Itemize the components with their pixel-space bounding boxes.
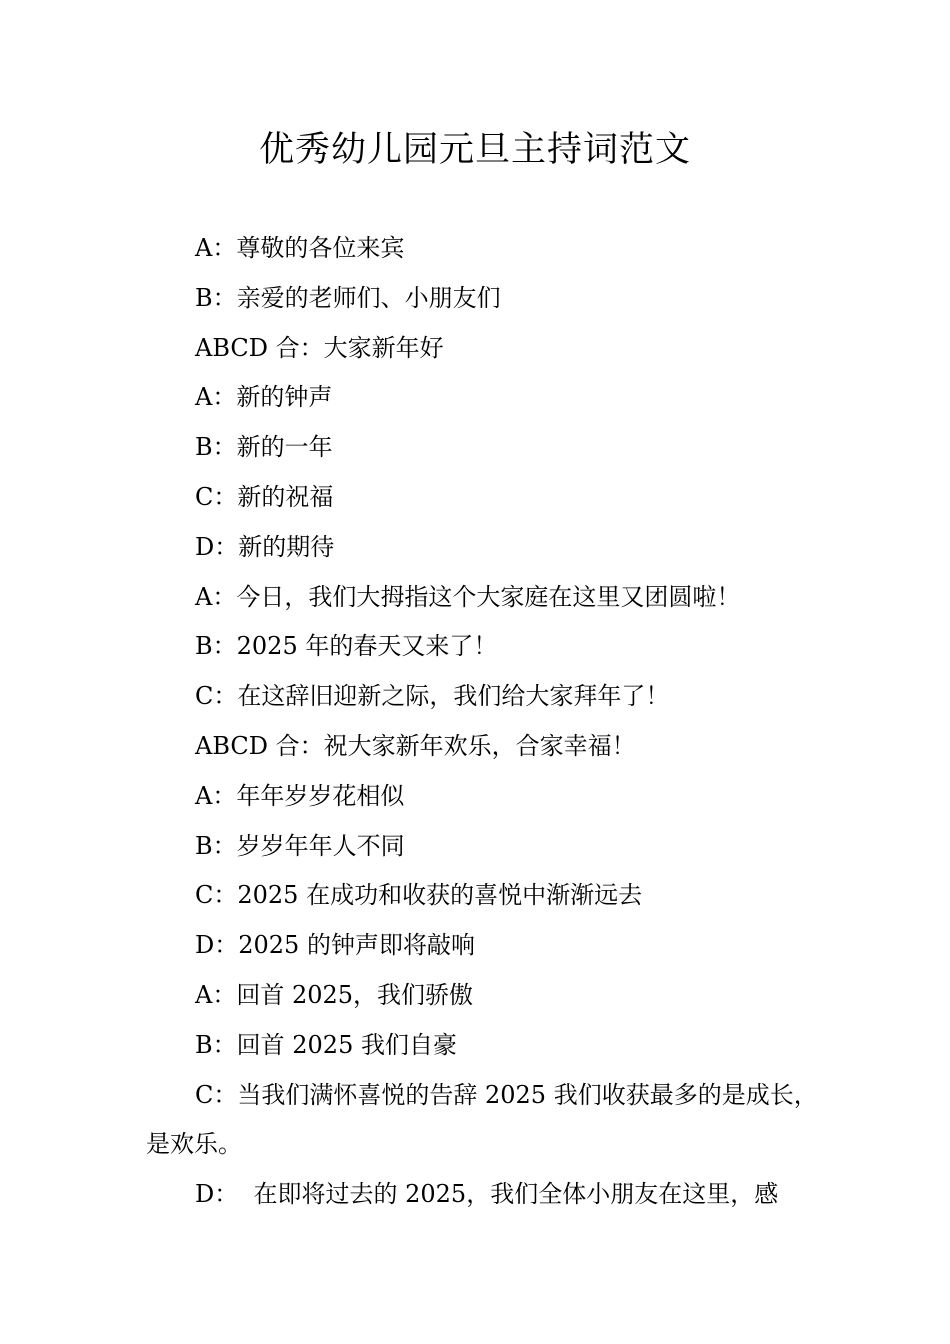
dialogue-line: C：在这辞旧迎新之际，我们给大家拜年了！ bbox=[195, 682, 670, 711]
document-title: 优秀幼儿园元旦主持词范文 bbox=[258, 130, 691, 170]
document-body bbox=[146, 224, 836, 1220]
dialogue-line: B：新的一年 bbox=[195, 433, 333, 462]
dialogue-line: A：新的钟声 bbox=[195, 383, 333, 412]
dialogue-line: A：今日，我们大拇指这个大家庭在这里又团圆啦！ bbox=[195, 582, 741, 611]
dialogue-line: C：2025 在成功和收获的喜悦中渐渐远去 bbox=[195, 881, 643, 910]
dialogue-line: B：回首 2025 我们自豪 bbox=[195, 1030, 457, 1059]
dialogue-line: D： 在即将过去的 2025，我们全体小朋友在这里，感 bbox=[195, 1180, 779, 1209]
dialogue-line-continuation: 是欢乐。 bbox=[146, 1130, 242, 1159]
dialogue-line: ABCD 合：祝大家新年欢乐，合家幸福！ bbox=[195, 731, 636, 760]
dialogue-line: B：岁岁年年人不同 bbox=[195, 831, 405, 860]
dialogue-line: ABCD 合：大家新年好 bbox=[195, 333, 444, 362]
dialogue-line: A：回首 2025，我们骄傲 bbox=[195, 980, 474, 1009]
dialogue-line: B：2025 年的春天又来了！ bbox=[195, 632, 498, 661]
dialogue-line: C：新的祝福 bbox=[195, 482, 334, 511]
dialogue-line: A：尊敬的各位来宾 bbox=[195, 234, 405, 262]
dialogue-line: D：2025 的钟声即将敲响 bbox=[195, 931, 475, 960]
dialogue-line: B：亲爱的老师们、小朋友们 bbox=[195, 283, 501, 312]
dialogue-line: A：年年岁岁花相似 bbox=[195, 781, 405, 810]
dialogue-line: D：新的期待 bbox=[195, 532, 335, 561]
dialogue-line: C：当我们满怀喜悦的告辞 2025 我们收获最多的是成长， bbox=[195, 1080, 818, 1109]
